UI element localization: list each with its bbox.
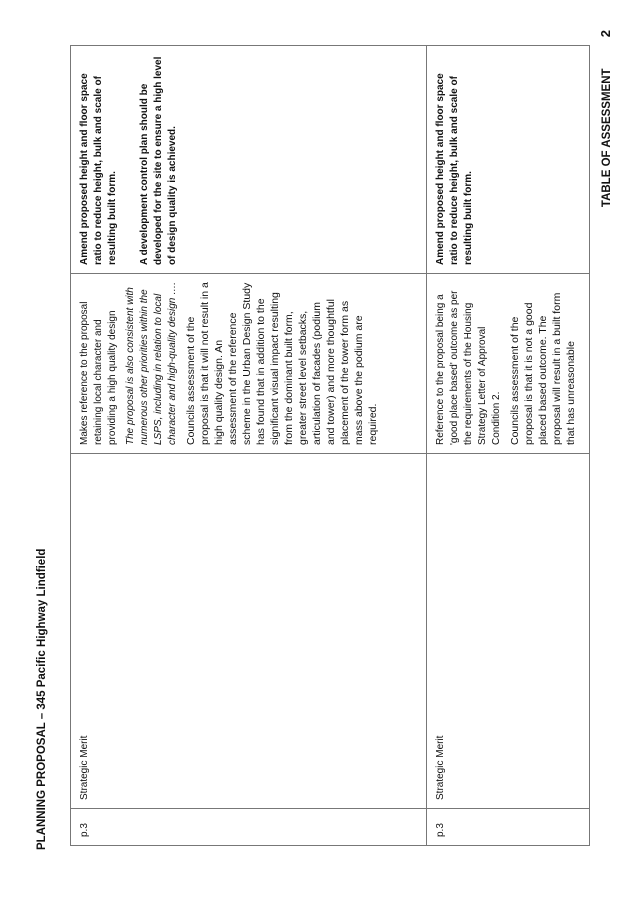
category-cell	[427, 454, 590, 809]
recommendation-cell	[71, 46, 427, 274]
assessment-text: Reference to the proposal being a 'good place based' outcome as per the requirements of the Housing Strategy Letter of Approval Condition 2.	[435, 290, 502, 445]
page-title: PLANNING PROPOSAL – 345 Pacific Highway Lindfield	[36, 548, 48, 850]
category: Strategic Merit	[79, 735, 90, 800]
recommendation-text: Amend proposed height and floor space ratio to reduce height, bulk and scale of resulting built form.	[435, 73, 474, 265]
page-ref-cell	[427, 809, 590, 846]
assessment-cell	[427, 274, 590, 454]
assessment-text: Councils assessment of the proposal is that it will not result in a high quality design. An assessment of the reference scheme in the Urban Design Study has found that in addition to the significant visual impact resulting from the dominant built form, greater street level setbacks, articulation of facades (podium and tower) and more thoughtful placement of the tower form as mass above the podium are required.	[185, 282, 379, 445]
category: Strategic Merit	[435, 735, 446, 800]
table-row	[427, 46, 590, 846]
page-ref: p.3	[435, 823, 446, 837]
recommendation-cell	[427, 46, 590, 274]
page-number: 2	[598, 30, 613, 38]
section-title: TABLE OF ASSESSMENT	[601, 68, 613, 208]
assessment-cell	[71, 274, 427, 454]
table-row	[71, 46, 427, 846]
category-cell	[71, 454, 427, 809]
assessment-text: Councils assessment of the proposal is that it is not a good placed based outcome. The proposal will result in a built form that has unreasonable	[509, 292, 577, 445]
page-ref-cell	[71, 809, 427, 846]
section-header	[598, 30, 613, 230]
recommendation-text: A development control plan should be developed for the site to ensure a high level of design quality is achieved.	[139, 56, 178, 265]
assessment-table-container	[70, 46, 580, 846]
assessment-quote: The proposal is also consistent with numerous other priorities within the LSPS, including in relation to local character and high-quality design ….	[125, 282, 178, 445]
assessment-text: Makes reference to the proposal retaining local character and providing a high quality design	[79, 301, 118, 445]
assessment-table	[70, 45, 590, 846]
page-ref: p.3	[79, 823, 90, 837]
recommendation-text: Amend proposed height and floor space ratio to reduce height, bulk and scale of resulting built form.	[79, 73, 118, 265]
